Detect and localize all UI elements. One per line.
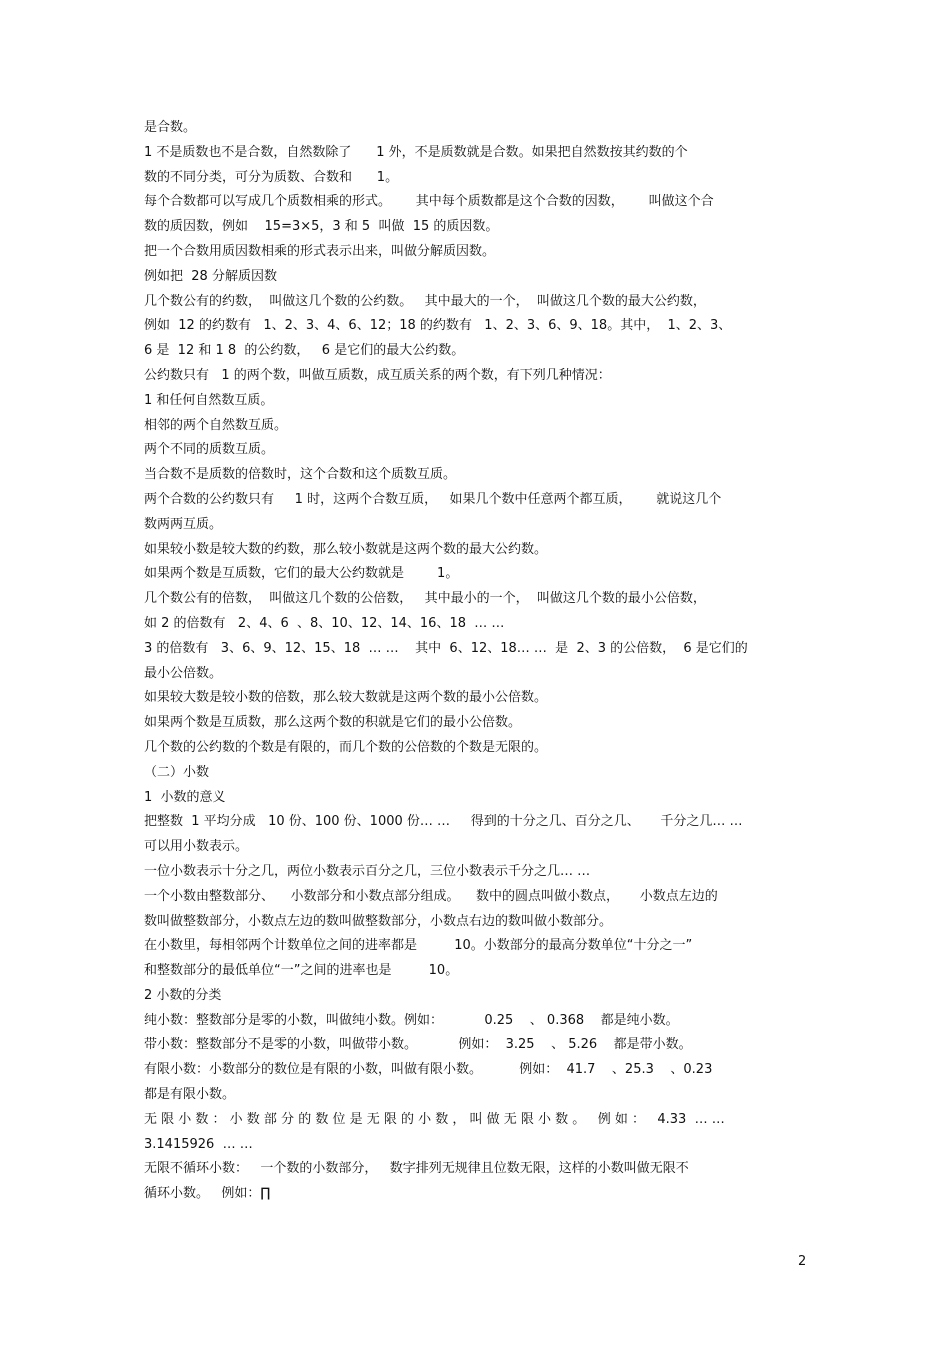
text-line: 如果较小数是较大数的约数，那么较小数就是这两个数的最大公约数。 bbox=[144, 541, 548, 557]
text-line: 6 是 12 和 1 8 的公约数， 6 是它们的最大公约数。 bbox=[144, 343, 465, 359]
subsection-heading: 2 小数的分类 bbox=[144, 987, 222, 1003]
text-line: 3.1415926 … … bbox=[144, 1136, 253, 1152]
text-line: 数的不同分类，可分为质数、合数和 1。 bbox=[144, 169, 399, 185]
text-line: 数的质因数，例如 15=3×5，3 和 5 叫做 15 的质因数。 bbox=[144, 219, 499, 235]
text-line: 两个不同的质数互质。 bbox=[144, 442, 275, 458]
page-number: 2 bbox=[798, 1254, 807, 1269]
text-line: 数两两互质。 bbox=[144, 516, 223, 532]
body-text bbox=[144, 116, 864, 1207]
text-line: 如果较大数是较小数的倍数，那么较大数就是这两个数的最小公倍数。 bbox=[144, 690, 548, 706]
text-line: 无 限 小 数 ： 小 数 部 分 的 数 位 是 无 限 的 小 数 ， 叫 做 无 限 小 数 。 例 如 ： 4.33 … … bbox=[144, 1111, 725, 1127]
text-line: 数叫做整数部分，小数点左边的数叫做整数部分，小数点右边的数叫做小数部分。 bbox=[144, 913, 613, 929]
text-line: 最小公倍数。 bbox=[144, 665, 223, 681]
text-line: 带小数：整数部分不是零的小数，叫做带小数。 例如： 3.25 、 5.26 都是带小数。 bbox=[144, 1037, 692, 1053]
text-line: 例如 12 的约数有 1、2、3、4、6、12；18 的约数有 1、2、3、6、9、18。其中， 1、2、3、 bbox=[144, 318, 732, 334]
text-line: 和整数部分的最低单位“一”之间的进率也是 10。 bbox=[144, 963, 459, 979]
text-line: 把一个合数用质因数相乘的形式表示出来，叫做分解质因数。 bbox=[144, 243, 496, 259]
text-line: 每个合数都可以写成几个质数相乘的形式。 其中每个质数都是这个合数的因数， 叫做这个合 bbox=[144, 194, 714, 210]
text-line: 把整数 1 平均分成 10 份、100 份、1000 份… … 得到的十分之几、百分之几、 千分之几… … bbox=[144, 814, 743, 830]
text-line: 几个数公有的约数， 叫做这几个数的公约数。 其中最大的一个， 叫做这几个数的最大公约数， bbox=[144, 293, 706, 309]
text-line: 1 不是质数也不是合数，自然数除了 1 外，不是质数就是合数。如果把自然数按其约数的个 bbox=[144, 144, 688, 160]
text-line: 如 2 的倍数有 2、4、6 、8、10、12、14、16、18 … … bbox=[144, 615, 505, 631]
text-line: 1 和任何自然数互质。 bbox=[144, 392, 274, 408]
text-line: 都是有限小数。 bbox=[144, 1087, 236, 1103]
text-line: 有限小数：小数部分的数位是有限的小数，叫做有限小数。 例如： 41.7 、25.3 、0.23 bbox=[144, 1062, 713, 1078]
text-line: 在小数里，每相邻两个计数单位之间的进率都是 10。小数部分的最高分数单位“十分之一” bbox=[144, 938, 693, 954]
text-line: 可以用小数表示。 bbox=[144, 839, 249, 855]
text-line: 无限不循环小数： 一个数的小数部分， 数字排列无规律且位数无限，这样的小数叫做无限不 bbox=[144, 1161, 689, 1177]
text-line: 例如把 28 分解质因数 bbox=[144, 268, 277, 284]
text-line: 如果两个数是互质数，那么这两个数的积就是它们的最小公倍数。 bbox=[144, 715, 522, 731]
text-line: 几个数的公约数的个数是有限的，而几个数的公倍数的个数是无限的。 bbox=[144, 739, 548, 755]
text-line: 一位小数表示十分之几，两位小数表示百分之几，三位小数表示千分之几… … bbox=[144, 863, 591, 879]
subsection-heading: 1 小数的意义 bbox=[144, 789, 226, 805]
text-line: 一个小数由整数部分、 小数部分和小数点部分组成。 数中的圆点叫做小数点， 小数点左边的 bbox=[144, 888, 718, 904]
text-line: 循环小数。 例如：∏ bbox=[144, 1186, 271, 1202]
section-heading: （二）小数 bbox=[144, 764, 210, 780]
text-line: 相邻的两个自然数互质。 bbox=[144, 417, 288, 433]
text-line: 是合数。 bbox=[144, 120, 197, 135]
text-line: 当合数不是质数的倍数时，这个合数和这个质数互质。 bbox=[144, 467, 457, 483]
text-line: 纯小数：整数部分是零的小数，叫做纯小数。例如： 0.25 、 0.368 都是纯小数。 bbox=[144, 1012, 679, 1028]
text-line: 公约数只有 1 的两个数，叫做互质数，成互质关系的两个数，有下列几种情况： bbox=[144, 367, 611, 383]
text-line: 两个合数的公约数只有 1 时，这两个合数互质， 如果几个数中任意两个都互质， 就说这几个 bbox=[144, 491, 722, 507]
text-line: 如果两个数是互质数，它们的最大公约数就是 1。 bbox=[144, 566, 459, 582]
text-line: 3 的倍数有 3、6、9、12、15、18 … … 其中 6、12、18… … 是 2、3 的公倍数， 6 是它们的 bbox=[144, 640, 748, 656]
text-line: 几个数公有的倍数， 叫做这几个数的公倍数， 其中最小的一个， 叫做这几个数的最小公倍数， bbox=[144, 591, 706, 607]
